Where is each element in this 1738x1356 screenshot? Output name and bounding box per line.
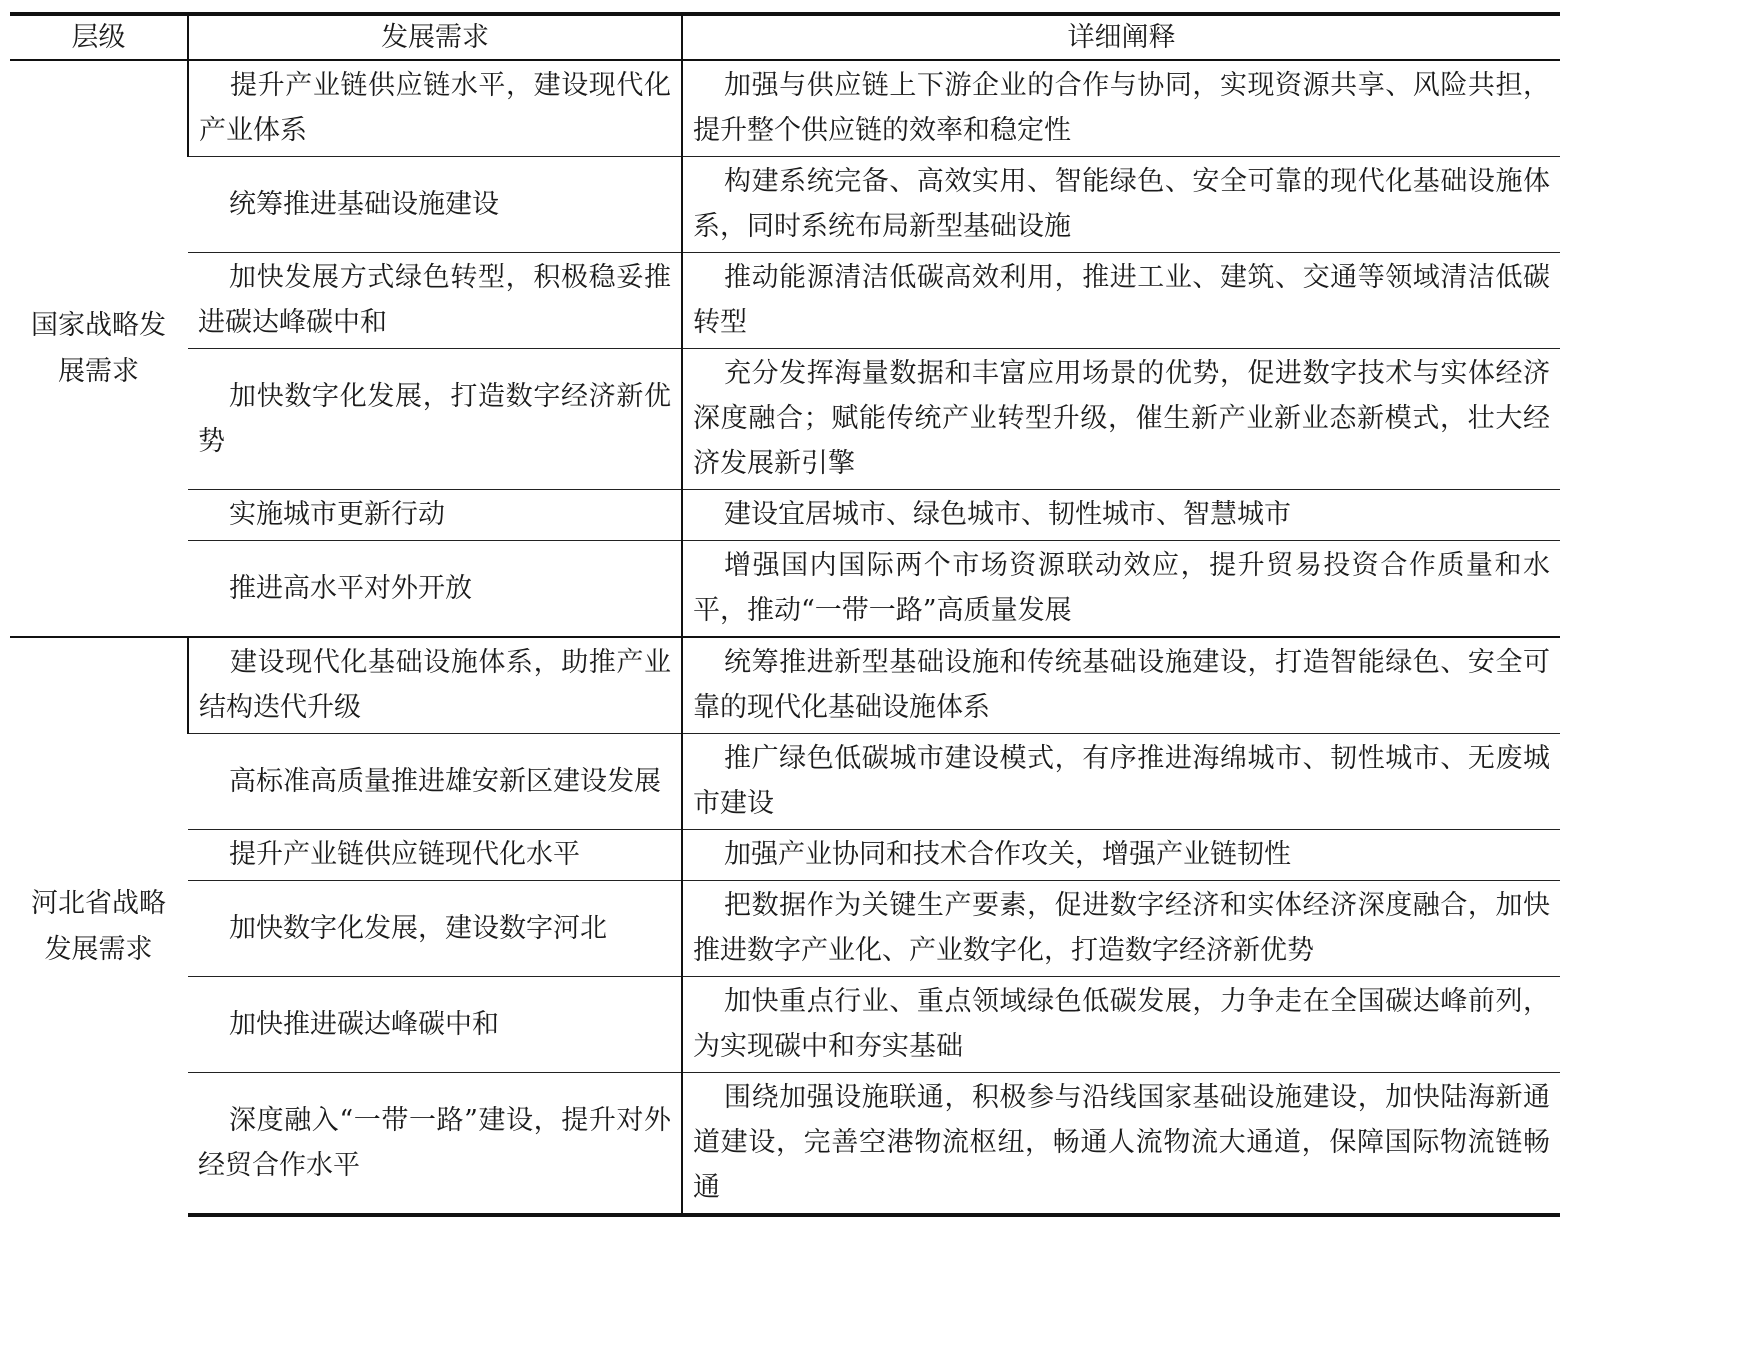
table-body (10, 60, 1560, 1215)
detail-cell: 推动能源清洁低碳高效利用，推进工业、建筑、交通等领域清洁低碳转型 (682, 253, 1560, 349)
header-level: 层级 (10, 14, 188, 60)
need-cell: 深度融入“一带一路”建设，提升对外经贸合作水平 (188, 1073, 682, 1216)
table-row (10, 637, 1560, 734)
need-cell: 实施城市更新行动 (188, 490, 682, 541)
need-cell: 统筹推进基础设施建设 (188, 157, 682, 253)
table-row (10, 490, 1560, 541)
table-row (10, 1073, 1560, 1216)
detail-cell: 加快重点行业、重点领域绿色低碳发展，力争走在全国碳达峰前列，为实现碳中和夯实基础 (682, 977, 1560, 1073)
detail-cell: 构建系统完备、高效实用、智能绿色、安全可靠的现代化基础设施体系，同时系统布局新型基础设施 (682, 157, 1560, 253)
need-cell: 高标准高质量推进雄安新区建设发展 (188, 734, 682, 830)
detail-cell: 加强产业协同和技术合作攻关，增强产业链韧性 (682, 830, 1560, 881)
development-needs-table (10, 12, 1560, 1217)
development-needs-table-container (10, 12, 1560, 1217)
table-row (10, 157, 1560, 253)
level-label: 河北省战略发展需求 (31, 887, 166, 965)
need-cell: 提升产业链供应链现代化水平 (188, 830, 682, 881)
detail-cell: 统筹推进新型基础设施和传统基础设施建设，打造智能绿色、安全可靠的现代化基础设施体系 (682, 637, 1560, 734)
detail-cell: 推广绿色低碳城市建设模式，有序推进海绵城市、韧性城市、无废城市建设 (682, 734, 1560, 830)
need-cell: 加快数字化发展，建设数字河北 (188, 881, 682, 977)
table-row (10, 349, 1560, 490)
detail-cell: 围绕加强设施联通，积极参与沿线国家基础设施建设，加快陆海新通道建设，完善空港物流枢纽，畅通人流物流大通道，保障国际物流链畅通 (682, 1073, 1560, 1216)
table-row (10, 734, 1560, 830)
detail-cell: 建设宜居城市、绿色城市、韧性城市、智慧城市 (682, 490, 1560, 541)
table-header (10, 14, 1560, 60)
detail-cell: 把数据作为关键生产要素，促进数字经济和实体经济深度融合，加快推进数字产业化、产业数字化，打造数字经济新优势 (682, 881, 1560, 977)
need-cell: 加快发展方式绿色转型，积极稳妥推进碳达峰碳中和 (188, 253, 682, 349)
level-label: 国家战略发展需求 (31, 309, 166, 387)
table-row (10, 541, 1560, 638)
header-need: 发展需求 (188, 14, 682, 60)
need-cell: 加快数字化发展，打造数字经济新优势 (188, 349, 682, 490)
table-row (10, 881, 1560, 977)
header-row (10, 14, 1560, 60)
header-detail: 详细阐释 (682, 14, 1560, 60)
table-row (10, 977, 1560, 1073)
detail-cell: 加强与供应链上下游企业的合作与协同，实现资源共享、风险共担，提升整个供应链的效率和稳定性 (682, 60, 1560, 157)
detail-cell: 充分发挥海量数据和丰富应用场景的优势，促进数字技术与实体经济深度融合；赋能传统产业转型升级，催生新产业新业态新模式，壮大经济发展新引擎 (682, 349, 1560, 490)
need-cell: 加快推进碳达峰碳中和 (188, 977, 682, 1073)
need-cell: 推进高水平对外开放 (188, 541, 682, 638)
level-cell-hebei (10, 637, 188, 1215)
need-cell: 提升产业链供应链水平，建设现代化产业体系 (188, 60, 682, 157)
need-cell: 建设现代化基础设施体系，助推产业结构迭代升级 (188, 637, 682, 734)
table-row (10, 253, 1560, 349)
detail-cell: 增强国内国际两个市场资源联动效应，提升贸易投资合作质量和水平，推动“一带一路”高质量发展 (682, 541, 1560, 638)
table-row (10, 60, 1560, 157)
level-cell-national (10, 60, 188, 637)
table-row (10, 830, 1560, 881)
